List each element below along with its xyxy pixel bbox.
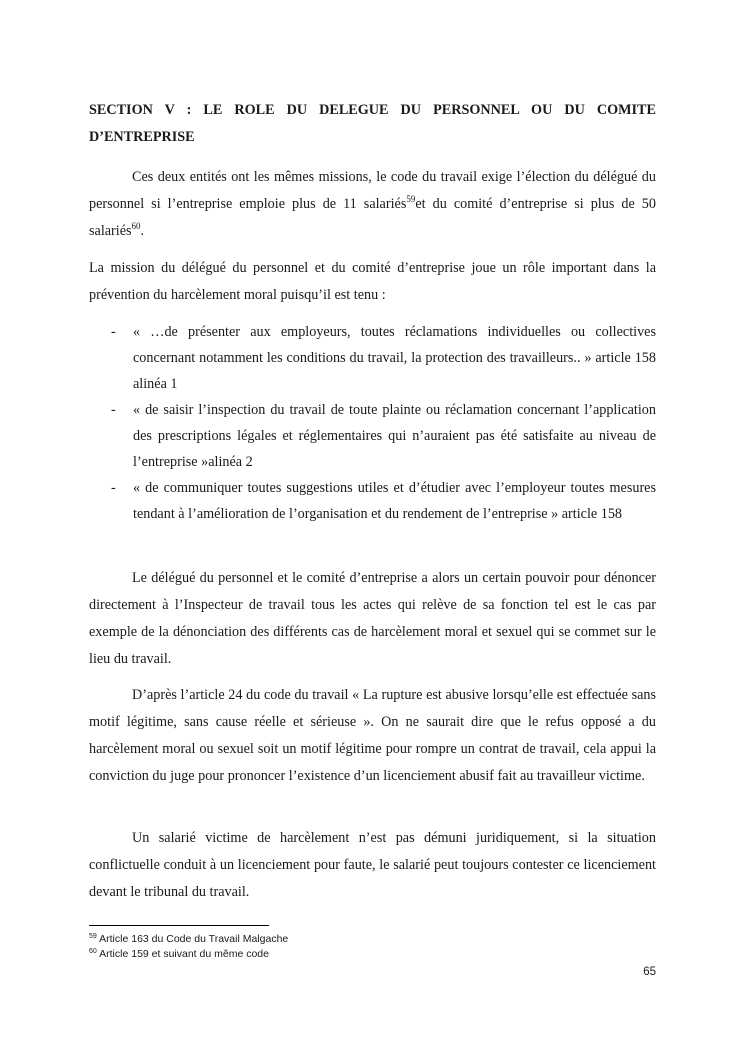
paragraph-intro-text-c: .	[140, 223, 145, 239]
list-item-text: « de communiquer toutes suggestions utiles et d’étudier avec l’employeur toutes mesures tendant à l’amélioration de l’organisation et du rendement de l’entreprise » article 158	[133, 480, 656, 522]
list-item	[89, 319, 656, 397]
page-number: 65	[643, 966, 656, 978]
footnote-59	[89, 932, 288, 947]
mission-list	[89, 319, 656, 527]
footnote-num: 60	[89, 948, 97, 955]
section-heading: SECTION V : LE ROLE DU DELEGUE DU PERSONNEL OU DU COMITE D’ENTREPRISE	[89, 102, 656, 145]
footnote-ref-60[interactable]: 60	[131, 221, 141, 231]
paragraph-pouvoir: Le délégué du personnel et le comité d’entreprise a alors un certain pouvoir pour dénoncer directement à l’Inspecteur de travail tous les actes qui relève de sa fonction tel est le cas par exemple de la dénonciation des différents cas de harcèlement moral et sexuel qui se commet sur le lieu du travail.	[89, 570, 656, 667]
footnote-separator	[89, 925, 269, 926]
list-item	[89, 475, 656, 527]
footnote-60	[89, 947, 288, 962]
list-item-text: « …de présenter aux employeurs, toutes réclamations individuelles ou collectives concernant notamment les conditions du travail, la protection des travailleurs.. » article 158 alinéa 1	[133, 324, 656, 392]
footnote-num: 59	[89, 933, 97, 940]
paragraph-intro	[89, 164, 656, 245]
list-item	[89, 397, 656, 475]
list-dash: -	[111, 480, 116, 496]
paragraph-intro-text-a: Ces deux entités ont les mêmes missions, le code du travail exige l’élection du délégué du personnel si l’entreprise emploie plus de 11 salariés	[89, 169, 656, 212]
list-dash: -	[111, 324, 116, 340]
footnotes	[89, 932, 288, 962]
paragraph-intro-text-b: et du comité d’entreprise si plus de 50 salariés	[89, 196, 656, 239]
list-dash: -	[111, 402, 116, 418]
list-item-text: « de saisir l’inspection du travail de toute plainte ou réclamation concernant l’application des prescriptions légales et réglementaires qui n’auraient pas été satisfaite au niveau de l’entreprise »alinéa 2	[133, 402, 656, 470]
paragraph-article-24: D’après l’article 24 du code du travail « La rupture est abusive lorsqu’elle est effectuée sans motif légitime, sans cause réelle et sérieuse ». On ne saurait dire que le refus opposé a du harcèlement moral ou sexuel soit un motif légitime pour rompre un contrat de travail, cela appui la conviction du juge pour prononcer l’existence d’un licenciement abusif fait au travailleur victime.	[89, 687, 656, 784]
footnote-text: Article 159 et suivant du même code	[96, 948, 269, 960]
footnote-text: Article 163 du Code du Travail Malgache	[96, 933, 289, 945]
paragraph-salarie: Un salarié victime de harcèlement n’est pas démuni juridiquement, si la situation conflictuelle conduit à un licenciement pour faute, le salarié peut toujours contester ce licenciement devant le tribunal du travail.	[89, 830, 656, 900]
paragraph-mission: La mission du délégué du personnel et du comité d’entreprise joue un rôle important dans la prévention du harcèlement moral puisqu’il est tenu :	[89, 260, 656, 303]
footnote-ref-59[interactable]: 59	[406, 194, 416, 204]
